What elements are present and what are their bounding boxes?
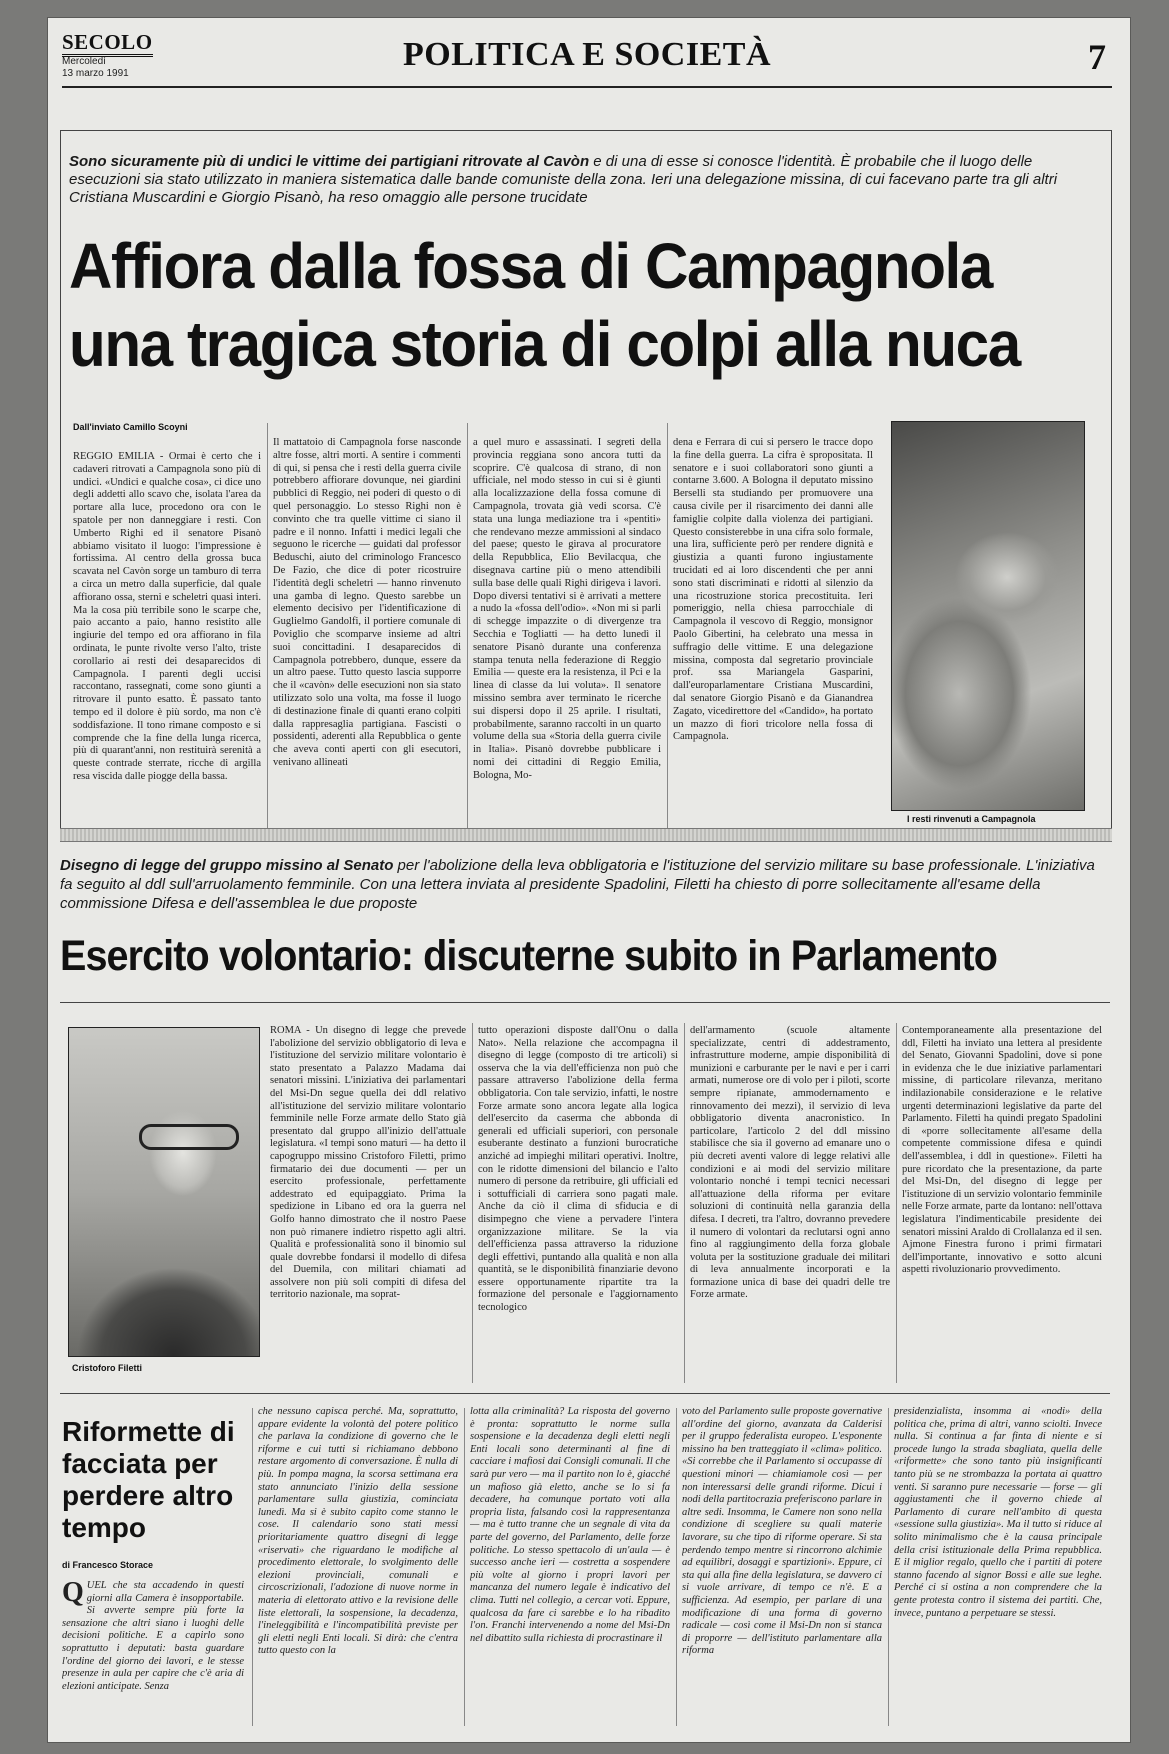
article-column [478, 1025, 678, 1381]
article-column [690, 1025, 890, 1381]
section-divider [60, 828, 1112, 842]
issue-date-text: 13 marzo 1991 [62, 68, 129, 79]
photo-caption: I resti rinvenuti a Campagnola [907, 814, 1036, 824]
column-rule [888, 1408, 889, 1726]
masthead [62, 26, 1112, 88]
article-lead [62, 1580, 244, 1730]
page-number: 7 [1088, 37, 1106, 77]
article-column [473, 437, 661, 841]
column-text: voto del Parlamento sulle proposte governative all'ordine del giorno, avanzata da Calderisi per il gruppo federalista europeo. L'esponente missino ha ben tratteggiato il «clima» politico. «Si correbbe che il Parlamento si occupasse di questioni minori — chiamiamole così — per non interessarsi delle grandi riforme. Dicui i nodi della partitocrazia preferiscono parlare in altre sedi. Insomma, le Camere non sono nella condizione di scegliere su quali materie lavorare, su che tipo di riforme operare. Si sta perdendo tempo mentre si rincorrono alchimie ad equilibri, dosaggi e spartizioni». Eppure, ci sta qui alla fine della legislatura, se davvero ci si vuole arrivare, di tempo ce n'è. E a sufficienza. Ad esempio, per parlare di una modificazione di una forma di governo radicale — così come il Msi-Dn non si stanca di proporre — dell'istituto parlamentare alla riforma [682, 1406, 882, 1657]
issue-day: Mercoledì [62, 56, 106, 67]
column-text: ROMA - Un disegno di legge che prevede l'abolizione del servizio obbligatorio di leva e l'istituzione del servizio militare volontario è stato presentato a Palazzo Madama dai senatori missini. L'iniziativa dei parlamentari del Msi-Dn segue quella dei ddl relativo all'istituzione del servizio militare volontario femminile nelle Forze armate dello Stato già presentato dal gruppo all'inizio dell'attuale legislatura. «I tempi sono maturi — ha detto il capogruppo missino Cristoforo Filetti, primo firmatario dei due documenti — per un esercito professionale, perfettamente addestrato ed equipaggiato. Prima la spedizione in Libano ed ora la guerra nel Golfo hanno dimostrato che il nostro Paese non può rimanere indietro rispetto agli altri. Qualità e professionalità sono il binomio sul quale dovrebbe fondarsi il modello di difesa del Duemila, con militari chiamati ad assolvere non più soli compiti di difesa del territorio nazionale, ma soprat- [270, 1025, 466, 1301]
column-text: presidenzialista, insomma ai «nodi» della politica che, prima di altri, vanno sciolti. Invece nulla. Si continua a far finta di niente e si procede lungo la strada sbagliata, quella delle «riformette» che sono tanto più insignificanti tanto più se ne strombazza la portata ai quattro venti. Si saranno pure necessarie — forse — gli aggiustamenti che il governo chiede al Parlamento di curare nell'ambito di questa «sessione sulla giustizia». Ma il tutto si riduce al solito minimalismo che è la causa principale della crisi istituzionale della Prima repubblica. E il miglior regalo, quello che i partiti di potere stanno facendo al signor Bossi e alle sue leghe. Perché ci si ostina a non comprendere che la gente protesta contro il sistema dei partiti. Che, invece, puntano a perpetuare se stessi. [894, 1406, 1102, 1619]
article-riformette [60, 1404, 1110, 1734]
column-rule [267, 423, 268, 835]
column-text: Contemporaneamente alla presentazione del ddl, Filetti ha inviato una lettera al presidente del Senato, Giovanni Spadolini, dove si pone in evidenza che le due iniziative parlamentari missine, di particolare rilevanza, meritano indilazionabile considerazione e le relative urgenti determinazioni legislative da parte del Parlamento. Filetti ha quindi pregato Spadolini di «porre sollecitamente all'esame della competente commissione difesa e quindi dell'assemblea, i ddl in questione». Filetti ha pure ricordato che la presentazione, da parte del Msi-Dn, del disegno di legge per l'istituzione di un servizio volontario femminile nelle Forze armate, parte da lontano: nell'ottava legislatura l'indimenticabile presidente dei senatori missini Araldo di Crollalanza ed il sen. Ajmone Finestra furono i primi firmatari dell'importante, innovativo e sotto alcuni aspetti rivoluzionario provvedimento. [902, 1025, 1102, 1276]
section-title: POLITICA E SOCIETÀ [403, 36, 771, 73]
article-campagnola [60, 130, 1112, 842]
column-text: tutto operazioni disposte dall'Onu o dalla Nato». Nella relazione che accompagna il disegno di legge (composto di tre articoli) si osserva che la via dell'efficienza non può che passare attraverso l'abolizione della ferma obbligatoria. Con tale servizio, infatti, le nostre Forze armate sono ancora legate alla logica dell'esercito da caserma che abbonda di generali ed ufficiali superiori, con personale esuberante destinato a funzioni burocratiche anziché ad impieghi militari operativi. Inoltre, con le ridotte dimensioni del bilancio e l'alto numero di persone da retribuire, gli ufficiali ed i sottufficiali di carriera sono pagati male. Anche da ciò il clima di sfiducia e di disimpegno che viene a pervadere l'intera organizzazione militare. Se la via dell'efficienza passa attraverso la riduzione degli effettivi, puntando alla qualità e non alla quantità, se le disponibilità finanziarie devono essere opportunamente ripartite tra la formazione del personale e l'aggiornamento tecnologico [478, 1025, 678, 1314]
article-headline: Riformette di facciata per perdere altro tempo [62, 1416, 235, 1543]
article-column [73, 451, 261, 837]
article-column [894, 1406, 1102, 1726]
drop-cap: Q [62, 1580, 84, 1608]
column-text: dell'armamento (scuole altamente specializzate, centri di addestramento, infrastrutture moderne, ampie disponibilità di munizioni e carburante per le navi e per i carri armati, numerose ore di volo per i piloti, scorte sempre ripianate, ammodernamento e rinnovamento dei mezzi), il servizio di leva obbligatorio diventa anacronistico. In particolare, l'articolo 2 del ddl missino stabilisce che sia il governo ad emanare uno o più decreti aventi valore di legge relativi alle condizioni e ai modi del servizio militare volontario nonché i tempi tecnici necessari all'attuazione della riforma per evitare soluzioni di continuità nella garanzia della difesa. I decreti, tra l'altro, dovranno prevedere il numero di volontari da reclutarsi ogni anno fino al raggiungimento della forza globale voluta per la sostituzione graduale dei militari di leva annualmente incorporati e la formazione unica di base dei quadri delle tre Forze armate. [690, 1025, 890, 1301]
column-rule [467, 423, 468, 835]
column-text: lotta alla criminalità? La risposta del governo è pronta: soprattutto le norme sulla sospensione e la decadenza degli eletti negli Enti locali sono determinanti al fine di cacciare i mafiosi dai Consigli comunali. Il che sarà pur vero — ma il partito non lo è, giacché un mafioso già eletto, anche se lo si fa decadere, ha comunque portato voti alla propria lista, falsando così la rappresentanza — ma è tutto tranne che un segnale di vita da parte del governo, del Parlamento, delle forze politiche. Lo stesso spettacolo di un'aula — è successo anche ieri — costretta a sospendere più volte al giorno i propri lavori per mancanza del numero legale è indicativo del clima. Tutti nel collegio, a cercar voti. Eppure, qualcosa da fare ci sarebbe e lo ha ribadito l'on. Franchi intervenendo a nome del Msi-Dn nel dibattito sulla richiesta di procrastinare il [470, 1406, 670, 1644]
article-byline: Dall'inviato Camillo Scoyni [73, 422, 188, 432]
column-text: a quel muro e assassinati. I segreti della provincia reggiana sono ancora tutti da scoprire. C'è qualcosa di strano, di non ufficiale, nel modo stesso in cui si è giunti alla localizzazione della fossa comune di Campagnola, trovata già vedi scorsa. C'è stata una lunga mediazione tra i «pentiti» che rendevano mezze ammissioni al sindaco del paese; questo le girava al procuratore della Repubblica, Elio Bevilacqua, che disegnava cartine più o meno attendibili sulla base delle quali Righi dirigeva i lavori. Dopo diversi tentativi si è arrivati a mettere a nudo la «fossa dell'odio». «Non mi si parli di schegge impazzite o di divergenze tra Secchia e Togliatti — ha detto lunedì il senatore Pisanò durante una conferenza stampa tenuta nella federazione di Reggio Emilia — queste era la resistenza, il Pci e la linea di classe da lui voluta». Il senatore missino sembra aver terminato le ricerche sui dispersi dopo il 25 aprile. I risultati, probabilmente, saranno raccolti in un quarto volume della sua «Storia della guerra civile in Italia». Pisanò dovrebbe pubblicare i nomi dei cittadini di Reggio Emilia, Bologna, Mo- [473, 437, 661, 781]
article-column [673, 437, 873, 841]
headline-line-2: una tragica storia di colpi alla nuca [69, 308, 1020, 380]
column-rule [472, 1023, 473, 1383]
column-text: REGGIO EMILIA - Ormai è certo che i cadaveri ritrovati a Campagnola sono più di undici. «Undici e qualche cosa», ci dice uno degli addetti allo scavo che, isolata l'area da portare alla luce, procedono ora con le spatole per non danneggiare i resti. Con Umberto Righi ed il senatore Pisanò abbiamo visitato il luogo: l'impressione è fortissima. Al centro della grossa buca scavata nel Cavòn sorge un tamburo di terra a circa un metro dalla superficie, dal quale affiorano ossa, sterni e scheletri quasi interi. Ma la cosa più terribile sono le scarpe che, paio accanto a paio, hanno resistito alle ingiurie del tempo ed ora affiorano in fila ordinata, le punte rivolte verso l'alto, triste corollario ai resti dei desaparecidos di Campagnola. I parenti degli uccisi raccontano, rassegnati, come sono giunti a ritrovare il punto esatto. È passato tanto tempo ed il dolore è più sordo, ma non c'è soddisfazione. Il tono rimane composto e si comprende che la fine della lunga ricerca, più di quarant'anni, non restituirà serenità a queste contrade sterrate, ricche di argilla resa viscida dalle piogge della bassa. [73, 451, 261, 782]
newspaper-page [48, 18, 1130, 1742]
article-headline [69, 227, 1047, 383]
article-column [470, 1406, 670, 1726]
article-column [902, 1025, 1102, 1381]
article-column [273, 437, 461, 841]
photo-caption: Cristoforo Filetti [72, 1363, 142, 1373]
lead-text: UEL che sta accadendo in questi giorni alla Camera è insopportabile. Si avverte sempre più forte la sensazione che altri siano i luoghi delle decisioni politiche. E a capirlo sono soprattutto i deputati: basta guardare l'ordine del giorno dei lavori, e le stesse presenze in aula per capire che c'è aria di elezioni anticipate. Senza [62, 1580, 244, 1692]
article-kicker [60, 856, 1100, 913]
column-rule [252, 1408, 253, 1726]
newspaper-logo: SECOLO [62, 30, 153, 57]
column-text: che nessuno capisca perché. Ma, soprattutto, appare evidente la volontà del potere politico che parlava la condizione di governo che le riforme e cui tutti si richiamano debbono restare argomento di conversazione. È nulla di più. In pompa magna, la scorsa settimana era stato annunciato l'inizio della sessione parlamentare sulla giustizia, cominciata lunedì. Ma si è subito capito come stanno le cose. Il calendario sono stati messi prioritariamente quattro disegni di legge «riservati» che riguardano le modifiche al procedimento elettorale, lo svolgimento delle elezioni provinciali, comunali e circoscrizionali, l'adozione di nuove norme in materia di elettorato attivo e la revisione delle liste elettorali, la sospensione, la decadenza, l'ineleggibilità e l'incompatibilità previste per gli eletti negli Enti locali. Si dirà: che c'entra tutto questo con la [258, 1406, 458, 1657]
article-esercito [60, 1002, 1110, 1394]
article-kicker [69, 153, 1099, 207]
kicker-rest: e di una di esse si conosce l'identità. È probabile che il luogo delle esecuzioni sia stato utilizzato in maniera sistematica dalle bande comuniste della zona. Ieri una delegazione missina, di cui facevano parte tra gli altri Cristiana Muscardini e Giorgio Pisanò, ha reso omaggio alle persone trucidate [69, 153, 1058, 206]
kicker-lead: Disegno di legge del gruppo missino al Senato [60, 857, 394, 874]
kicker-rest: per l'abolizione della leva obbligatoria e l'istituzione del servizio militare su base professionale. L'iniziativa fa seguito al ddl sull'arruolamento femminile. Con una lettera inviata al presidente Spadolini, Filetti ha chiesto di porre sollecitamente all'esame della commissione Difesa e dell'assemblea le due proposte [60, 857, 1095, 912]
column-rule [896, 1023, 897, 1383]
article-headline: Esercito volontario: discuterne subito in Parlamento [60, 932, 997, 980]
column-text: Il mattatoio di Campagnola forse nasconde altre fosse, altri morti. A sentire i commenti di qui, si pensa che i resti della guerra civile potrebbero affiorare dovunque, nei giardini pubblici di Reggio, nei poderi di questo o di quel personaggio. Lo stesso Righi non è convinto che tra quelle vittime ci siano il padre e il nonno. Infatti i medici legali che seguono le ricerche — guidati dal professor Beduschi, aiuto del criminologo Francesco De Fazio, che dice di poter ricostruire l'identità degli scheletri — hanno rinvenuto una gamba di legno. Questo sarebbe un elemento decisivo per l'identificazione di Guglielmo Gandolfi, il portiere comunale di Poviglio che scomparve insieme ad altri suoi concittadini. I desaparecidos di Campagnola potrebbero, dunque, essere da un altro paese. Tutto questo lascia supporre che il «cavòn» delle esecuzioni non sia stato utilizzato solo una volta, ma fosse il luogo di destinazione finale di quanti erano colpiti dalla rappresaglia partigiana. Fascisti o possidenti, aderenti alla Repubblica o gente che aveva conti aperti con gli esecutori, venivano allineati [273, 437, 461, 768]
article-column [682, 1406, 882, 1726]
column-rule [464, 1408, 465, 1726]
portrait-photo [68, 1027, 260, 1357]
article-byline: di Francesco Storace [62, 1560, 154, 1570]
column-text: dena e Ferrara di cui si persero le tracce dopo la fine della guerra. La cifra è spropositata. Il senatore e i suoi collaboratori sono giunti a contarne 3.600. A Bologna il deputato missino Berselli sta studiando per promuovere una causa civile per il risarcimento dei danni alle famiglie colpite dalla violenza dei partigiani. Questo consisterebbe in una cifra solo formale, una lira, sufficiente però per rendere dignità e giustizia a quanti furono ingiustamente trucidati ed ai loro discendenti che per anni sono stati discriminati e ridotti al silenzio da una ricostruzione storica precostituita. Ieri pomeriggio, nella chiesa parrocchiale di Campagnola il vescovo di Reggio, monsignor Paolo Gibertini, ha celebrato una messa in suffragio delle vittime. E una delegazione missina, composta dal segretario provinciale prof. ssa Mariangela Gasparini, dall'europarlamentare Cristiana Muscardini, dal senatore Giorgio Pisanò e da Gianandrea Zagato, vicedirettore del «Candido», ha portato un mazzo di fiori tricolore nella fossa di Campagnola. [673, 437, 873, 743]
glasses-shape [139, 1124, 239, 1150]
kicker-lead: Sono sicuramente più di undici le vittime dei partigiani ritrovate al Cavòn [69, 153, 590, 170]
article-column [270, 1025, 466, 1381]
excavation-photo [891, 421, 1085, 811]
column-rule [676, 1408, 677, 1726]
headline-line-1: Affiora dalla fossa di Campagnola [69, 230, 992, 302]
article-column [258, 1406, 458, 1726]
column-rule [684, 1023, 685, 1383]
column-rule [667, 423, 668, 835]
